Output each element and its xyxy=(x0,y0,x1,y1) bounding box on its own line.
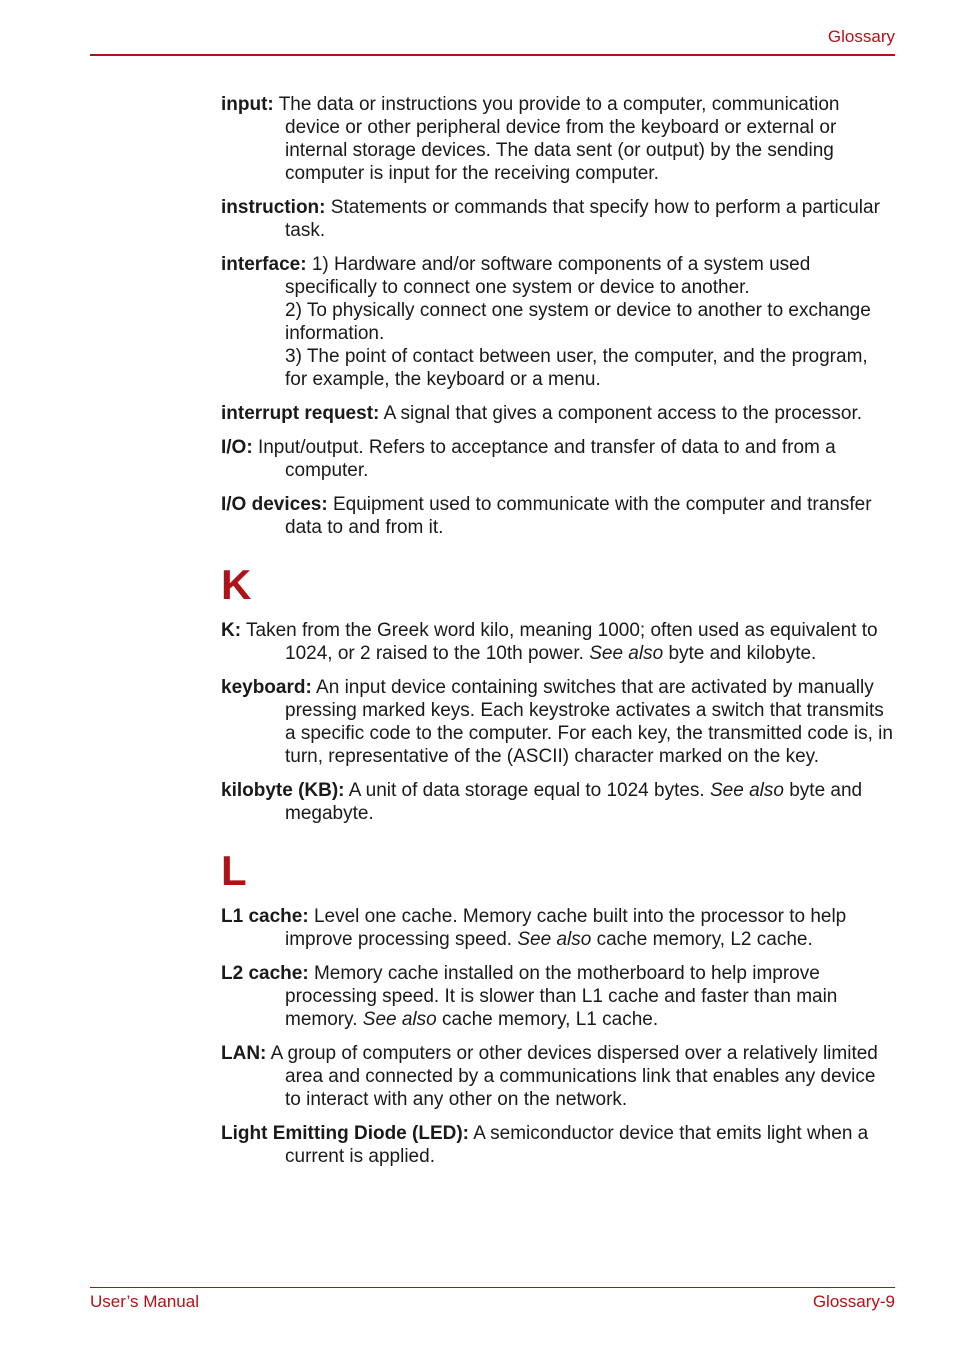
glossary-entry-l1-cache xyxy=(221,905,893,951)
glossary-entry-interface xyxy=(221,253,893,391)
glossary-entry-led xyxy=(221,1122,893,1168)
entry-definition: Input/output. Refers to acceptance and transfer of data to and from a computer. xyxy=(257,437,836,481)
see-also-targets: byte and megabyte. xyxy=(285,780,863,824)
entry-definition: A unit of data storage equal to 1024 bytes. xyxy=(348,780,705,801)
see-also-label: See also xyxy=(362,1009,437,1030)
entry-definition: Statements or commands that specify how to perform a particular task. xyxy=(285,197,880,241)
glossary-entry-io-devices xyxy=(221,493,893,539)
see-also-targets: cache memory, L2 cache. xyxy=(596,929,813,950)
footer-manual-title: User’s Manual xyxy=(90,1292,199,1311)
glossary-entry-interrupt-request xyxy=(221,402,893,425)
entry-term: instruction: xyxy=(221,197,326,218)
glossary-entry-lan xyxy=(221,1042,893,1111)
running-header: Glossary xyxy=(827,27,895,46)
entry-definition-3: 3) The point of contact between user, the computer, and the program, for example, the keyboard or a menu. xyxy=(285,346,868,390)
entry-definition: Taken from the Greek word kilo, meaning 1000; often used as equivalent to 1024, or 2 raised to the 10th power. xyxy=(246,620,878,664)
entry-term: keyboard: xyxy=(221,677,312,698)
entry-term: I/O: xyxy=(221,437,253,458)
entry-term: LAN: xyxy=(221,1043,267,1064)
entry-term: interrupt request: xyxy=(221,403,380,424)
glossary-entry-input xyxy=(221,93,893,185)
header-rule xyxy=(90,54,895,56)
entry-term: L1 cache: xyxy=(221,906,309,927)
entry-definition: Equipment used to communicate with the computer and transfer data to and from it. xyxy=(285,494,872,538)
footer-rule xyxy=(90,1287,895,1288)
entry-definition: A semiconductor device that emits light when a current is applied. xyxy=(285,1123,869,1167)
entry-definition: A group of computers or other devices dispersed over a relatively limited area and connected by a communications link that enables any device to interact with any other on the network. xyxy=(270,1043,878,1110)
glossary-entry-l2-cache xyxy=(221,962,893,1031)
entry-definition: Memory cache installed on the motherboard to help improve processing speed. It is slower than L1 cache and faster than main memory. xyxy=(285,963,838,1030)
entry-term: L2 cache: xyxy=(221,963,309,984)
glossary-entry-keyboard xyxy=(221,676,893,768)
entry-definition: 1) Hardware and/or software components of a system used specifically to connect one system or device to another. xyxy=(285,254,811,298)
entry-term: I/O devices: xyxy=(221,494,328,515)
glossary-content xyxy=(221,93,893,1179)
glossary-entry-k xyxy=(221,619,893,665)
glossary-entry-io xyxy=(221,436,893,482)
glossary-entry-instruction xyxy=(221,196,893,242)
glossary-entry-kilobyte xyxy=(221,779,893,825)
entry-definition-2: 2) To physically connect one system or device to another to exchange information. xyxy=(285,300,871,344)
section-heading-k: K xyxy=(221,561,252,608)
see-also-label: See also xyxy=(589,643,664,664)
see-also-targets: byte and kilobyte. xyxy=(668,643,817,664)
entry-definition: A signal that gives a component access to the processor. xyxy=(383,403,863,424)
entry-term: Light Emitting Diode (LED): xyxy=(221,1123,470,1144)
see-also-label: See also xyxy=(710,780,784,801)
see-also-targets: cache memory, L1 cache. xyxy=(442,1009,659,1030)
entry-definition: Level one cache. Memory cache built into the processor to help improve processing speed. xyxy=(285,906,847,950)
entry-definition: An input device containing switches that are activated by manually pressing marked keys. Each keystroke activates a switch that transmits a specific code to the computer. For each key, the transmitted code is, in turn, representative of the (ASCII) character marked on the key. xyxy=(285,677,893,767)
entry-term: kilobyte (KB): xyxy=(221,780,345,801)
entry-term: K: xyxy=(221,620,242,641)
footer-page-number: Glossary-9 xyxy=(812,1292,895,1311)
see-also-label: See also xyxy=(517,929,592,950)
entry-definition: The data or instructions you provide to a computer, communication device or other peripheral device from the keyboard or external or internal storage devices. The data sent (or output) by the sending computer is input for the receiving computer. xyxy=(278,94,840,184)
entry-term: interface: xyxy=(221,254,307,275)
section-heading-l: L xyxy=(221,847,247,894)
entry-term: input: xyxy=(221,94,274,115)
